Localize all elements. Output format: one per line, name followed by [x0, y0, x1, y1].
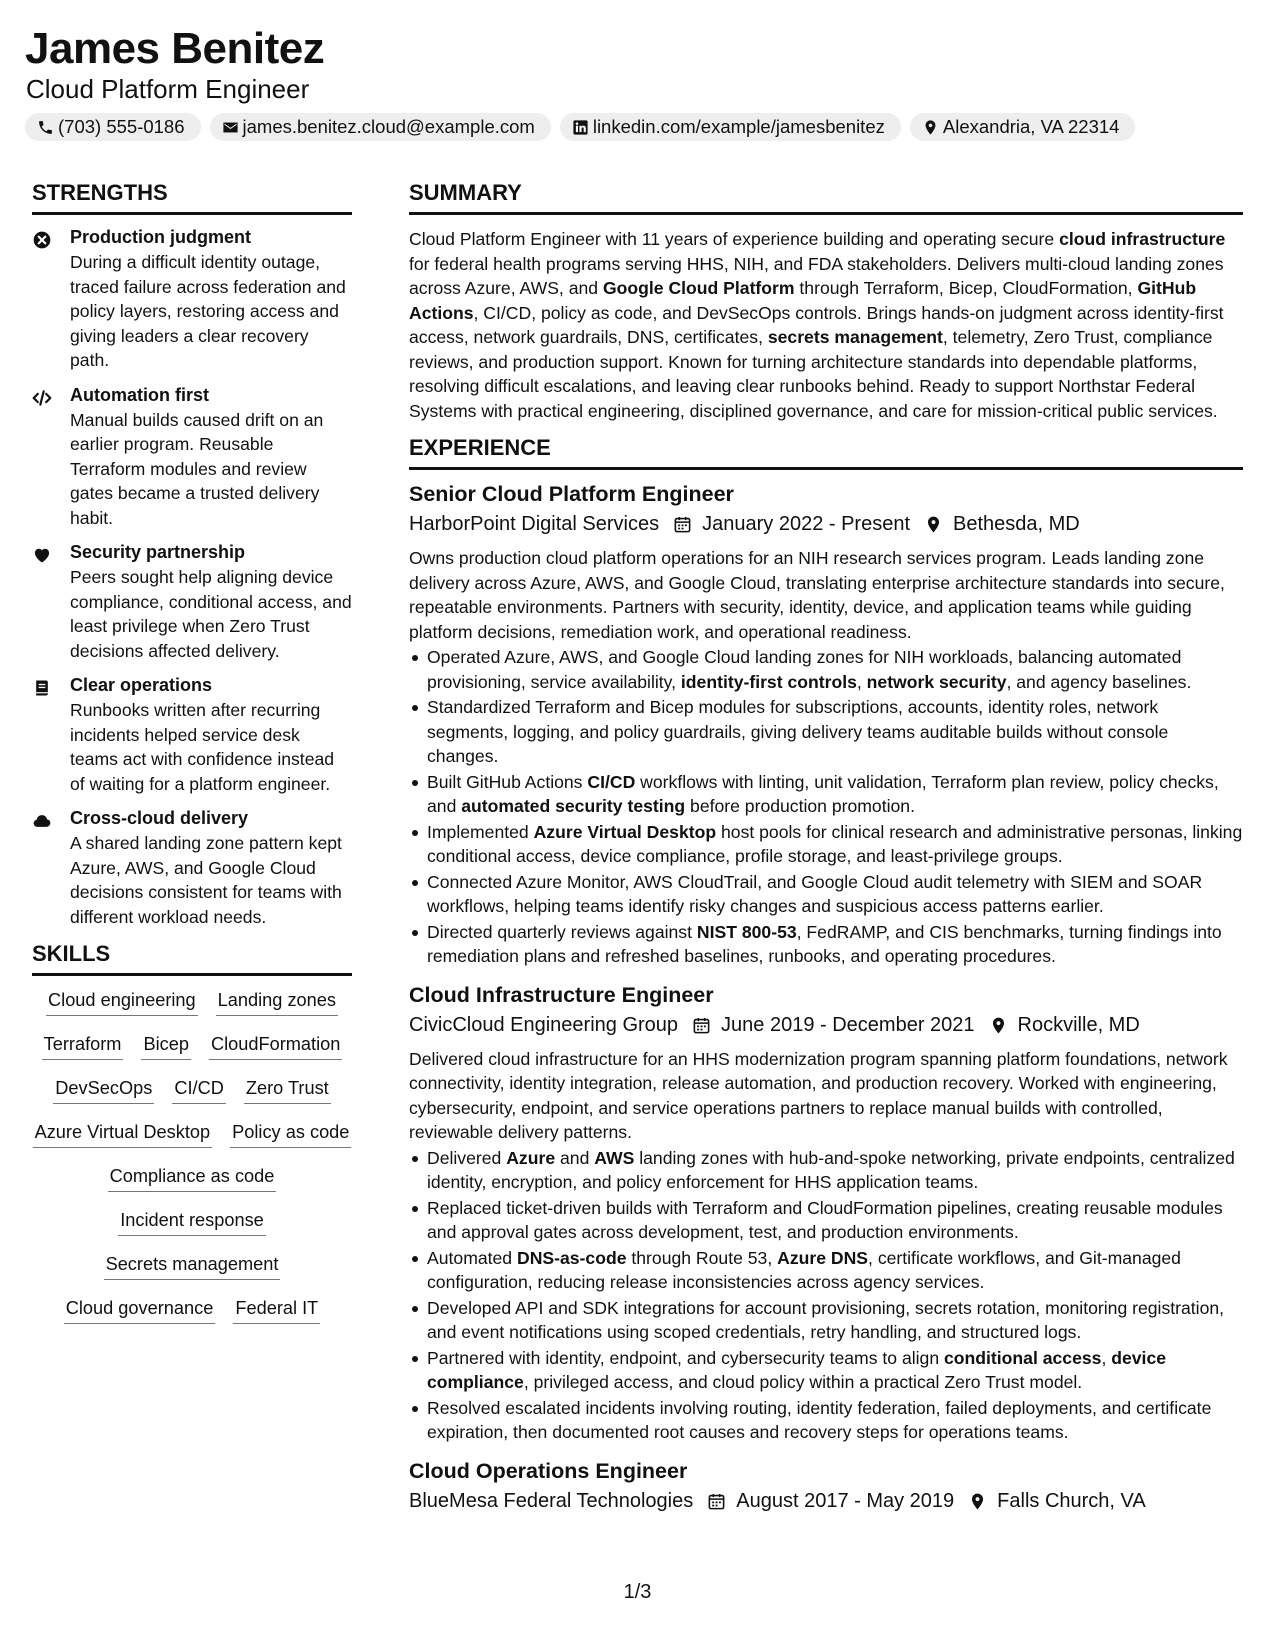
envelope-icon [222, 119, 239, 136]
job-title: Cloud Operations Engineer [409, 1458, 688, 1483]
strength-item [32, 385, 352, 531]
right-column [409, 180, 1243, 1527]
strength-text: A shared landing zone pattern kept Azure, AWS, and Google Cloud decisions consistent for teams with different workload needs. [70, 833, 342, 927]
job-location: Rockville, MD [1017, 1013, 1140, 1036]
job-title: Cloud Infrastructure Engineer [409, 982, 714, 1007]
strength-title: Production judgment [70, 227, 251, 247]
job-meta [409, 1014, 1243, 1037]
contact-linkedin[interactable] [560, 113, 901, 141]
strength-item [32, 808, 352, 929]
job-company: HarborPoint Digital Services [409, 513, 660, 535]
book-icon [32, 675, 70, 796]
location-pin-icon [989, 1016, 1008, 1035]
contact-text: james.benitez.cloud@example.com [242, 116, 535, 137]
job-entry [409, 983, 1243, 1445]
strength-item [32, 675, 352, 796]
job-dates: August 2017 - May 2019 [736, 1489, 955, 1512]
location-pin-icon [968, 1492, 987, 1511]
job-bullet: Automated DNS-as-code through Route 53, Azure DNS, certificate workflows, and Git-managed configuration, reducing release inconsistencies across agency services. [409, 1246, 1243, 1295]
calendar-icon [692, 1016, 711, 1035]
job-bullet: Directed quarterly reviews against NIST 800-53, FedRAMP, and CIS benchmarks, turning findings into remediation plans and refreshed baselines, runbooks, and operating procedures. [409, 920, 1243, 969]
skill-tag: Policy as code [230, 1122, 351, 1148]
job-bullet: Resolved escalated incidents involving routing, identity federation, failed deployments, and certificate expiration, then documented root causes and recovery steps for operations teams. [409, 1396, 1243, 1445]
skill-tag: Landing zones [216, 990, 338, 1016]
job-location: Bethesda, MD [953, 513, 1080, 535]
job-title: Senior Cloud Platform Engineer [409, 482, 734, 506]
job-description: Owns production cloud platform operations for an NIH research services program. Leads landing zone delivery across Azure, AWS, and Google Cloud, translating enterprise architecture standards into secure, repeatable environments. Partners with security, identity, device, and application teams while guiding platform decisions, remediation work, and operational readiness. [409, 548, 1225, 642]
skill-tag: Bicep [141, 1034, 191, 1060]
strength-text: Manual builds caused drift on an earlier program. Reusable Terraform modules and review gates became a trusted delivery habit. [70, 409, 324, 528]
job-bullet: Standardized Terraform and Bicep modules for subscriptions, accounts, identity roles, network segments, logging, and policy guardrails, giving delivery teams auditable builds without console changes. [409, 695, 1243, 769]
skill-tag: Zero Trust [244, 1078, 331, 1104]
skill-tag: Secrets management [104, 1254, 281, 1280]
skills-list [32, 988, 352, 1326]
job-bullets [409, 645, 1243, 969]
crossed-circle-icon [32, 227, 70, 373]
location-pin-icon [924, 515, 943, 534]
contact-text: Alexandria, VA 22314 [942, 116, 1120, 137]
experience-heading: EXPERIENCE [409, 435, 1243, 470]
skill-tag: Cloud governance [64, 1298, 216, 1324]
strengths-heading: STRENGTHS [32, 180, 352, 215]
linkedin-icon [572, 119, 589, 136]
contact-phone[interactable] [25, 113, 201, 141]
job-bullet: Partnered with identity, endpoint, and cybersecurity teams to align conditional access, device compliance, privileged access, and cloud policy within a practical Zero Trust model. [409, 1346, 1243, 1395]
job-bullet: Connected Azure Monitor, AWS CloudTrail, and Google Cloud audit telemetry with SIEM and SOAR workflows, helping teams identify risky changes and suspicious access patterns earlier. [409, 870, 1243, 919]
skill-tag: Azure Virtual Desktop [33, 1122, 213, 1148]
strength-text: During a difficult identity outage, traced failure across federation and policy layers, restoring access and giving leaders a clear recovery path. [70, 252, 346, 370]
job-bullets [409, 1146, 1243, 1445]
job-bullet: Developed API and SDK integrations for account provisioning, secrets rotation, monitoring registration, and event notifications using scoped credentials, retry handling, and structured logs. [409, 1296, 1243, 1345]
contact-bar [25, 113, 1135, 141]
strength-item [32, 227, 352, 373]
skill-tag: CloudFormation [209, 1034, 342, 1060]
skill-tag: DevSecOps [53, 1078, 154, 1104]
job-dates: June 2019 - December 2021 [721, 1013, 975, 1036]
skill-tag: Incident response [118, 1210, 266, 1236]
skill-tag: Federal IT [233, 1298, 320, 1324]
strength-title: Clear operations [70, 675, 213, 695]
summary-text: Cloud Platform Engineer with 11 years of experience building and operating secure cloud infrastructure for federal health programs serving HHS, NIH, and FDA stakeholders. Delivers multi-cloud landing zones across Azure, AWS, and Google Cloud Platform through Terraform, Bicep, CloudFormation, GitHub Actions, CI/CD, policy as code, and DevSecOps controls. Brings hands-on judgment across identity-first access, network guardrails, DNS, certificates, secrets management, telemetry, Zero Trust, compliance reviews, and production support. Known for turning architecture standards into dependable platforms, resolving difficult escalations, and leaving clear runbooks behind. Ready to support Northstar Federal Systems with practical engineering, disciplined governance, and care for mission-critical public services. [409, 229, 1226, 421]
code-icon [32, 385, 70, 531]
page-number: 1/3 [623, 1581, 652, 1603]
job-bullet: Implemented Azure Virtual Desktop host pools for clinical research and administrative personas, linking conditional access, device compliance, profile storage, and least-privilege groups. [409, 820, 1243, 869]
contact-text: (703) 555-0186 [58, 116, 185, 137]
skills-heading: SKILLS [32, 941, 352, 976]
strength-text: Peers sought help aligning device compliance, conditional access, and least privilege when Zero Trust decisions affected delivery. [70, 567, 352, 661]
skill-tag: Cloud engineering [46, 990, 198, 1016]
job-entry [409, 1459, 1243, 1513]
candidate-name: James Benitez [25, 24, 325, 73]
job-entry [409, 482, 1243, 969]
contact-location[interactable] [910, 113, 1136, 141]
job-bullet: Built GitHub Actions CI/CD workflows with linting, unit validation, Terraform plan review, policy checks, and automated security testing before production promotion. [409, 770, 1243, 819]
job-company: CivicCloud Engineering Group [409, 1013, 679, 1036]
calendar-icon [707, 1492, 726, 1511]
skill-tag: Compliance as code [108, 1166, 277, 1192]
job-location: Falls Church, VA [997, 1489, 1146, 1512]
phone-icon [37, 119, 54, 136]
strength-title: Cross-cloud delivery [70, 808, 249, 828]
job-description: Delivered cloud infrastructure for an HHS modernization program spanning platform foundations, network connectivity, identity integration, release automation, and production recovery. Worked with engineering, cybersecurity, endpoint, and service operations partners to replace manual builds with controlled, reviewable delivery patterns. [409, 1048, 1228, 1142]
job-bullet: Operated Azure, AWS, and Google Cloud landing zones for NIH workloads, balancing automated provisioning, service availability, identity-first controls, network security, and agency baselines. [409, 645, 1243, 694]
job-dates: January 2022 - Present [702, 513, 911, 535]
strength-title: Automation first [70, 384, 209, 405]
heart-icon [32, 542, 70, 663]
job-bullet: Replaced ticket-driven builds with Terraform and CloudFormation pipelines, creating reusable modules and approval gates across development, test, and production environments. [409, 1196, 1243, 1245]
strength-item [32, 542, 352, 663]
contact-email[interactable] [210, 113, 551, 141]
left-column [32, 180, 352, 1326]
strength-title: Security partnership [70, 542, 246, 562]
summary-heading: SUMMARY [409, 180, 1243, 215]
candidate-title: Cloud Platform Engineer [26, 74, 310, 104]
skill-tag: CI/CD [172, 1078, 226, 1104]
location-pin-icon [922, 119, 939, 136]
calendar-icon [673, 515, 692, 534]
job-bullet: Delivered Azure and AWS landing zones with hub-and-spoke networking, private endpoints, centralized identity, encryption, and policy enforcement for HHS application teams. [409, 1146, 1243, 1195]
job-meta [409, 1490, 1243, 1513]
contact-text: linkedin.com/example/jamesbenitez [592, 116, 885, 137]
job-meta [409, 513, 1243, 536]
cloud-icon [32, 808, 70, 929]
strength-text: Runbooks written after recurring incidents helped service desk teams act with confidence instead of waiting for a platform engineer. [70, 700, 335, 794]
job-company: BlueMesa Federal Technologies [409, 1489, 694, 1512]
skill-tag: Terraform [42, 1034, 124, 1060]
